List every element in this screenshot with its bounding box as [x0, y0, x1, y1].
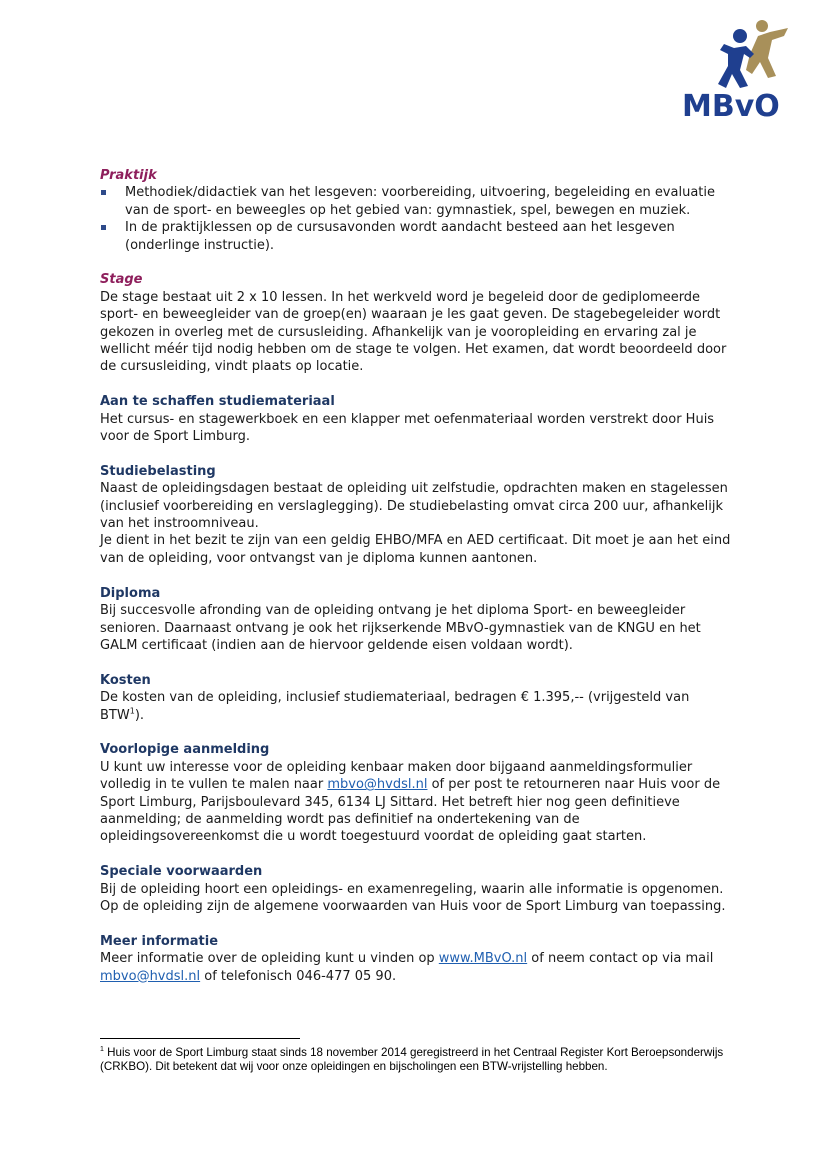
footnote-text: Huis voor de Sport Limburg staat sinds 18 november 2014 geregistreerd in het Centraal Register Kort Beroepsonderwijs (CRKBO). Dit betekent dat wij voor onze opleidingen en bijscholingen een BTW-vrijstelling hebben.	[100, 1046, 724, 1074]
kosten-amount: De kosten van de opleiding, inclusief studiemateriaal, bedragen € 1.395,-- (vrijgesteld van BTW	[100, 690, 690, 723]
section-aanmelding	[100, 741, 732, 845]
footnote-number: 1	[100, 1046, 104, 1054]
voorwaarden-text: Bij de opleiding hoort een opleidings- en examenregeling, waarin alle informatie is opgenomen.	[100, 881, 724, 897]
praktijk-list	[100, 184, 732, 254]
heading-praktijk: Praktijk	[100, 168, 157, 183]
studiebelasting-text: Naast de opleidingsdagen bestaat de opleiding uit zelfstudie, opdrachten maken en stagelessen (inclusief voorbereiding en verslaglegging). De studiebelasting omvat circa 200 uur, afhankelijk van het instroomniveau.	[100, 481, 728, 532]
aanmelding-rest: of per post te retourneren naar Huis voor de Sport Limburg, Parijsboulevard 345, 6134 LJ Sittard. Het betreft hier nog geen definitieve aanmelding; de aanmelding wordt pas definitief na ondertekening van de opleidingsovereenkomst die u wordt toegestuurd voordat de opleiding gaat starten.	[100, 777, 721, 845]
section-kosten	[100, 672, 732, 724]
section-voorwaarden	[100, 863, 732, 915]
mbvo-logo	[680, 14, 798, 122]
heading-studiebelasting: Studiebelasting	[100, 463, 216, 479]
list-item: In de praktijklessen op de cursusavonden wordt aandacht besteed aan het lesgeven (onderlinge instructie).	[100, 219, 732, 254]
email-link[interactable]: mbvo@hvdsl.nl	[100, 968, 201, 984]
heading-kosten: Kosten	[100, 672, 151, 688]
footnote-reference[interactable]: 1	[129, 706, 135, 716]
heading-stage: Stage	[100, 272, 143, 288]
studiebelasting-ehbo-text: Je dient in het bezit te zijn van een geldig EHBO/MFA en AED certificaat. Dit moet je aan het eind van de opleiding, voor ontvangst van je diploma kunnen aantonen.	[100, 533, 731, 566]
footnote	[100, 1046, 730, 1075]
info-intro: Meer informatie over de opleiding kunt u vinden op	[100, 951, 439, 967]
section-studiebelasting	[100, 463, 732, 567]
aanmelding-intro: U kunt uw interesse voor de opleiding kenbaar maken door bijgaand aanmeldingsformulier volledig in te vullen te malen naar	[100, 759, 693, 793]
voorwaarden-text-2: Op de opleiding zijn de algemene voorwaarden van Huis voor de Sport Limburg van toepassing.	[100, 898, 726, 914]
diploma-text: Bij succesvolle afronding van de opleiding ontvang je het diploma Sport- en beweegleider senioren. Daarnaast ontvang je ook het rijkserkende MBvO-gymnastiek van de KNGU en het GALM certificaat (indien aan de hiervoor geldende eisen voldaan wordt).	[100, 603, 701, 653]
heading-voorwaarden: Speciale voorwaarden	[100, 864, 263, 880]
section-stage	[100, 271, 732, 375]
website-link[interactable]: www.MBvO.nl	[438, 951, 528, 967]
heading-studiemateriaal: Aan te schaffen studiemateriaal	[100, 394, 335, 410]
footnote-divider	[100, 1038, 300, 1039]
section-studiemateriaal	[100, 393, 732, 445]
section-diploma	[100, 585, 732, 655]
stage-text: De stage bestaat uit 2 x 10 lessen. In het werkveld word je begeleid door de gediplomeerde sport- en beweegleider van de groep(en) waaraan je les gaat geven. De stagebegeleider wordt gekozen in overleg met de cursusleiding. Afhankelijk van je vooropleiding en ervaring zal je wellicht méér tijd nodig hebben om de stage te volgen. Het examen, dat wordt beoordeeld door de cursusleiding, vindt plaats op locatie.	[100, 289, 727, 375]
kosten-text	[100, 689, 732, 724]
info-text	[100, 950, 732, 985]
list-item: Methodiek/didactiek van het lesgeven: voorbereiding, uitvoering, begeleiding en evaluatie van de sport- en beweegles op het gebied van: gymnastiek, spel, bewegen en muziek.	[100, 184, 732, 219]
heading-info: Meer informatie	[100, 933, 219, 949]
info-middle: of neem contact op via mail	[527, 951, 714, 967]
section-info	[100, 933, 732, 985]
email-link[interactable]: mbvo@hvdsl.nl	[327, 777, 428, 793]
mbvo-logo-graphic	[680, 14, 798, 122]
logo-text: MBvO	[682, 89, 780, 122]
info-phone: of telefonisch 046-477 05 90.	[200, 968, 397, 984]
studiemateriaal-text: Het cursus- en stagewerkboek en een klapper met oefenmateriaal worden verstrekt door Huis voor de Sport Limburg.	[100, 411, 715, 445]
section-praktijk	[100, 167, 732, 254]
document-body	[100, 167, 732, 1002]
heading-aanmelding: Voorlopige aanmelding	[100, 742, 270, 758]
kosten-end: ).	[134, 707, 145, 723]
heading-diploma: Diploma	[100, 585, 161, 601]
aanmelding-text	[100, 759, 732, 846]
